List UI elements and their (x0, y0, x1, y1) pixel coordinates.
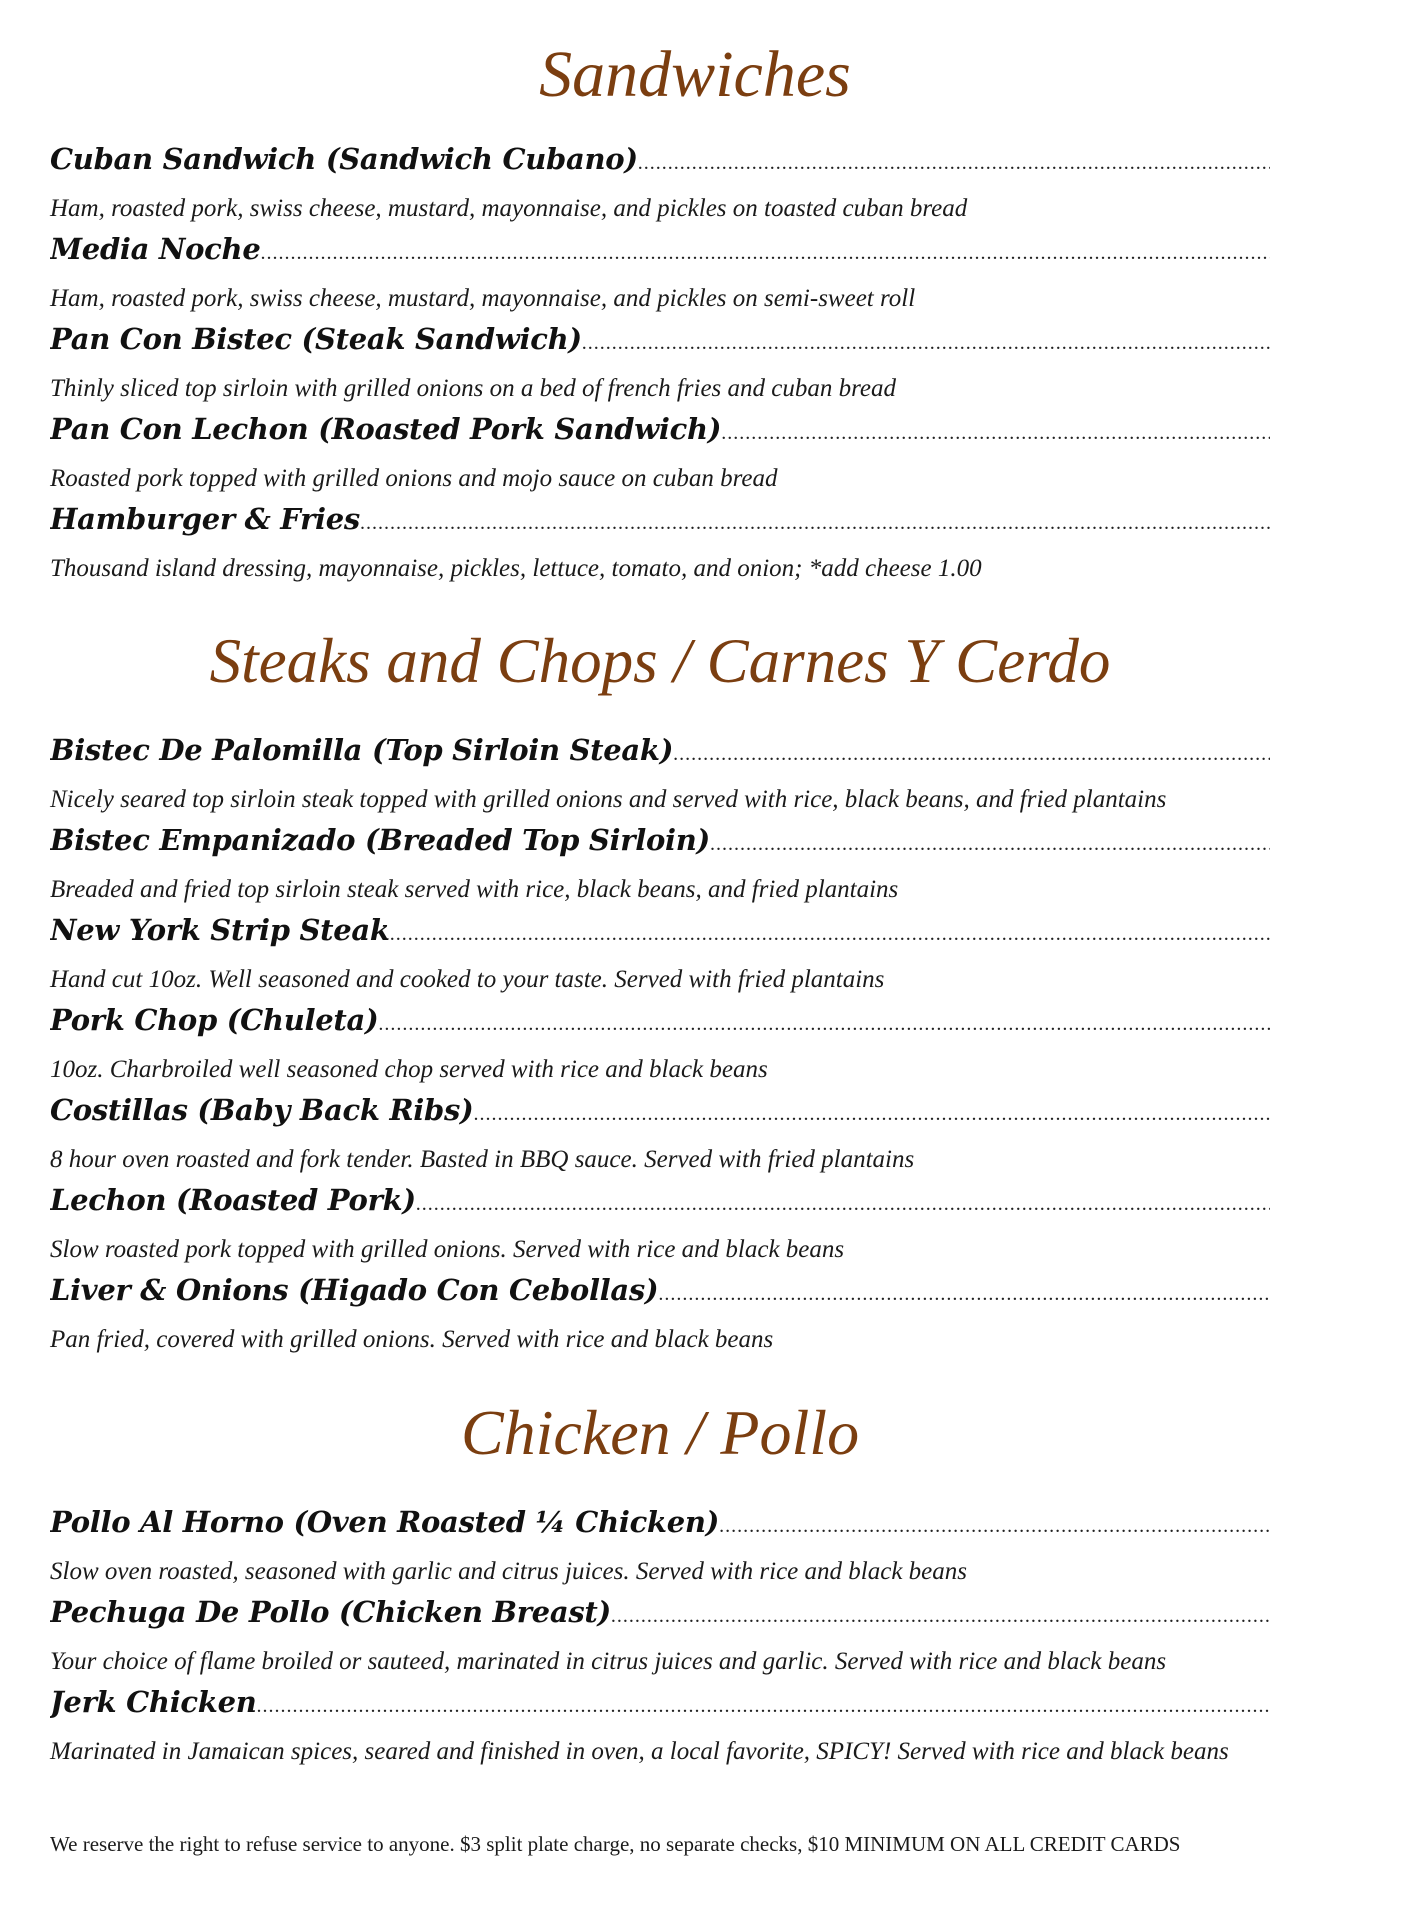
menu-item (50, 1273, 1270, 1363)
section-sandwiches (50, 142, 1270, 592)
item-description: Slow oven roasted, seasoned with garlic and citrus juices. Served with rice and black beans (50, 1558, 967, 1585)
item-description: Ham, roasted pork, swiss cheese, mustard, mayonnaise, and pickles on semi-sweet roll (50, 285, 916, 312)
menu-item (50, 823, 1270, 913)
menu-item (50, 142, 1270, 232)
dot-leader (360, 512, 1270, 535)
dot-leader (611, 1605, 1270, 1628)
section-title-steaks-and-chops: Steaks and Chops / Carnes Y Cerdo (209, 626, 1111, 696)
dot-leader (721, 422, 1270, 445)
item-description: Marinated in Jamaican spices, seared and finished in oven, a local favorite, SPICY! Served with rice and black beans (50, 1738, 1229, 1765)
dot-leader (378, 1013, 1270, 1036)
item-name: Pan Con Lechon (Roasted Pork Sandwich) (50, 412, 722, 446)
item-name: Bistec Empanizado (Breaded Top Sirloin) (50, 823, 710, 857)
item-name: Pollo Al Horno (Oven Roasted ¼ Chicken) (50, 1505, 720, 1539)
item-description: 10oz. Charbroiled well seasoned chop served with rice and black beans (50, 1056, 768, 1083)
section-title-sandwiches: Sandwiches (539, 38, 851, 111)
item-description: Slow roasted pork topped with grilled onions. Served with rice and black beans (50, 1236, 845, 1263)
menu-item (50, 1093, 1270, 1183)
dot-leader (473, 1103, 1270, 1126)
item-name: New York Strip Steak (50, 913, 390, 947)
item-name: Pechuga De Pollo (Chicken Breast) (50, 1595, 611, 1629)
menu-item (50, 1595, 1270, 1685)
dot-leader (658, 1283, 1270, 1306)
item-name: Hamburger & Fries (50, 502, 360, 536)
item-description: 8 hour oven roasted and fork tender. Basted in BBQ sauce. Served with fried plantains (50, 1146, 915, 1173)
item-description: Breaded and fried top sirloin steak served with rice, black beans, and fried plantains (50, 876, 899, 903)
item-name: Lechon (Roasted Pork) (50, 1183, 416, 1217)
item-description: Thousand island dressing, mayonnaise, pickles, lettuce, tomato, and onion; *add cheese 1.00 (50, 555, 982, 582)
dot-leader (710, 833, 1270, 856)
menu-item (50, 733, 1270, 823)
dot-leader (416, 1193, 1270, 1216)
section-chicken (50, 1505, 1270, 1775)
section-title-chicken: Chicken / Pollo (460, 1397, 860, 1468)
menu-item (50, 1183, 1270, 1273)
item-description: Roasted pork topped with grilled onions and mojo sauce on cuban bread (50, 465, 778, 492)
item-description: Ham, roasted pork, swiss cheese, mustard, mayonnaise, and pickles on toasted cuban bread (50, 195, 968, 222)
footer-policy-note: We reserve the right to refuse service to anyone. $3 split plate charge, no separate checks, $10 MINIMUM ON ALL CREDIT CARDS (50, 1832, 1181, 1856)
menu-item (50, 322, 1270, 412)
menu-item (50, 913, 1270, 1003)
item-description: Nicely seared top sirloin steak topped with grilled onions and served with rice, black beans, and fried plantains (50, 786, 1167, 813)
item-description: Your choice of flame broiled or sauteed, marinated in citrus juices and garlic. Served with rice and black beans (50, 1648, 1167, 1675)
menu-item (50, 1505, 1270, 1595)
dot-leader (673, 743, 1270, 766)
dot-leader (260, 242, 1270, 265)
item-name: Pan Con Bistec (Steak Sandwich) (50, 322, 582, 356)
dot-leader (257, 1695, 1270, 1718)
dot-leader (582, 332, 1270, 355)
item-name: Cuban Sandwich (Sandwich Cubano) (50, 142, 638, 176)
menu-item (50, 1003, 1270, 1093)
item-description: Thinly sliced top sirloin with grilled onions on a bed of french fries and cuban bread (50, 375, 897, 402)
menu-item (50, 232, 1270, 322)
menu-item (50, 502, 1270, 592)
item-name: Jerk Chicken (50, 1685, 257, 1719)
section-steaks-and-chops (50, 733, 1270, 1363)
dot-leader (719, 1515, 1270, 1538)
item-name: Bistec De Palomilla (Top Sirloin Steak) (50, 733, 674, 767)
item-name: Pork Chop (Chuleta) (50, 1003, 379, 1037)
item-description: Hand cut 10oz. Well seasoned and cooked to your taste. Served with fried plantains (50, 966, 885, 993)
item-description: Pan fried, covered with grilled onions. Served with rice and black beans (50, 1326, 774, 1353)
item-name: Media Noche (50, 232, 261, 266)
dot-leader (638, 152, 1270, 175)
menu-item (50, 412, 1270, 502)
item-name: Liver & Onions (Higado Con Cebollas) (50, 1273, 659, 1307)
item-name: Costillas (Baby Back Ribs) (50, 1093, 474, 1127)
menu-page (50, 38, 1270, 1775)
menu-item (50, 1685, 1270, 1775)
dot-leader (390, 923, 1270, 946)
